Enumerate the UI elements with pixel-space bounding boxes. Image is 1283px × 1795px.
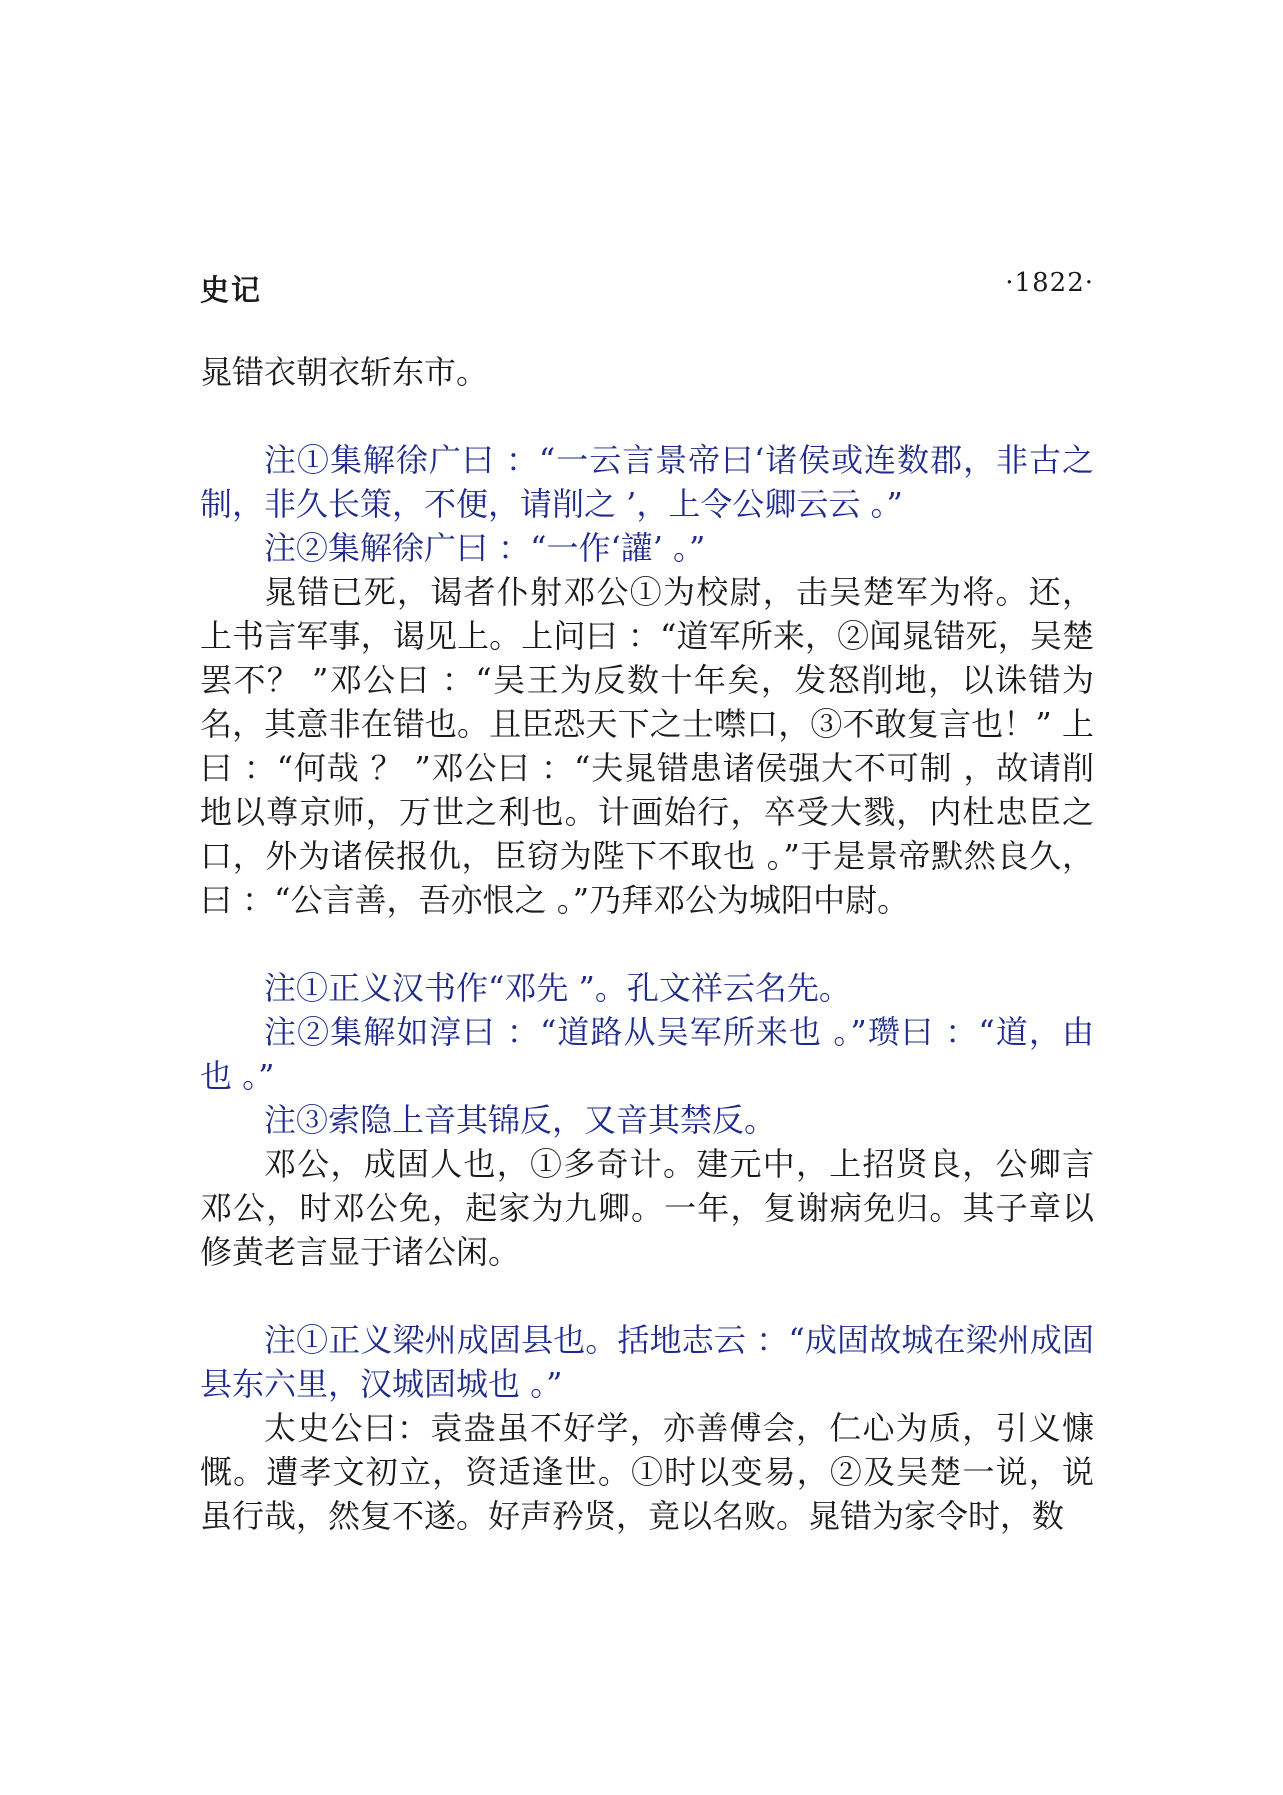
annotation-note: 注①集解徐广曰 ：“一云言景帝曰‘诸侯或连数郡，非古之制，非久长策，不便，请削之 ’，上令公卿云云 。” [200,441,1094,523]
text-paragraph: 晁错衣朝衣斩东市。 [200,353,489,391]
annotation-note: 注②集解徐广曰 ：“一作‘讙’ 。” [264,529,706,567]
text-paragraph: 晁错已死，谒者仆射邓公①为校尉，击吴楚军为将。还，上书言军事，谒见上。上问曰 ：“道军所来，②闻晁错死，吴楚罢不？ ”邓公曰 ：“吴王为反数十年矣，发怒削地，以诛错为名，其意非在错也。且臣恐天下之士噤口，③不敢复言也！” 上曰 ：“何哉 ？ ”邓公曰 ：“夫晁错患诸侯强大不可制 ，故请削地以尊京师，万世之利也。计画始行，卒受大戮，内杜忠臣之口，外为诸侯报仇，臣窃为陛下不取也 。”于是景帝默然良久，曰 ：“公言善，吾亦恨之 。”乃拜邓公为城阳中尉。 [200,573,1094,919]
page-number: ·1822· [1005,268,1094,298]
page-header [200,268,1094,308]
text-paragraph: 邓公，成固人也，①多奇计。建元中，上招贤良，公卿言邓公，时邓公免，起家为九卿。一年，复谢病免归。其子章以修黄老言显于诸公闲。 [200,1145,1094,1271]
annotation-note: 注②集解如淳曰 ：“道路从吴军所来也 。”瓒曰 ：“道，由也 。” [200,1013,1094,1095]
annotation-note: 注①正义汉书作“邓先 ”。孔文祥云名先。 [264,969,851,1007]
annotation-note: 注③索隐上音其锦反，又音其禁反。 [264,1101,777,1139]
page-content [200,350,1094,1538]
annotation-note: 注①正义梁州成固县也。括地志云 ：“成固故城在梁州成固县东六里，汉城固城也 。” [200,1321,1094,1403]
text-paragraph: 太史公曰：袁盎虽不好学，亦善傅会，仁心为质，引义慷慨。遭孝文初立，资适逢世。①时以变易，②及吴楚一说，说虽行哉，然复不遂。好声矜贤，竟以名败。晁错为家令时，数 [200,1409,1094,1535]
book-title: 史记 [200,273,263,307]
